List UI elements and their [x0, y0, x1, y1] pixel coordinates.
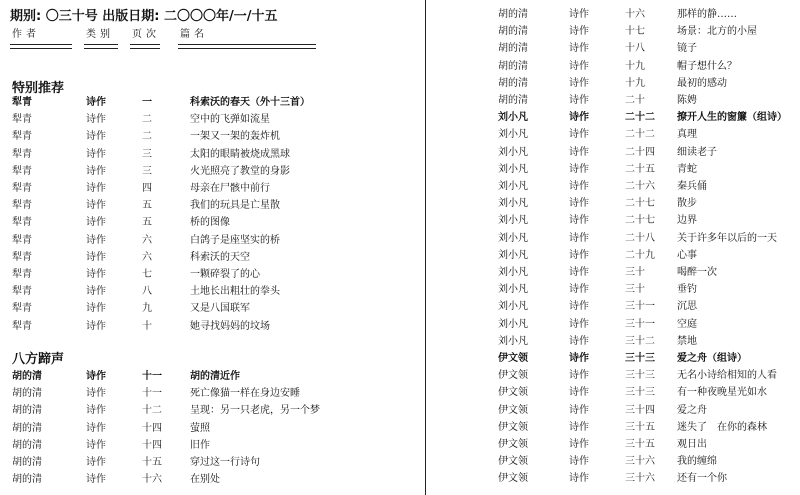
entry-author: 刘小凡 — [498, 249, 528, 261]
header-rule-title — [178, 44, 316, 49]
entry-title: 最初的感动 — [677, 77, 727, 89]
toc-entry-row — [432, 384, 800, 401]
entry-category: 诗作 — [569, 301, 589, 313]
entry-author: 犁青 — [12, 320, 32, 332]
entry-title: 死亡像猫一样在身边安睡 — [190, 388, 300, 400]
entry-category: 诗作 — [86, 474, 106, 486]
entry-page: 八 — [142, 286, 152, 298]
entry-category: 诗作 — [569, 163, 589, 175]
entry-category: 诗作 — [569, 370, 589, 382]
toc-entry-row — [0, 128, 420, 145]
entry-title: 喝醉一次 — [677, 267, 717, 278]
toc-entry-row — [0, 111, 420, 128]
entry-title: 科索沃的天空 — [190, 251, 250, 263]
entry-category: 诗作 — [569, 60, 589, 72]
entry-author: 刘小凡 — [498, 181, 528, 192]
entry-page: 三十三 — [625, 353, 655, 364]
entry-category: 诗作 — [86, 234, 106, 246]
entry-category: 诗作 — [86, 114, 106, 126]
entry-author: 犁青 — [12, 200, 32, 212]
entry-author: 刘小凡 — [498, 232, 528, 244]
entry-title: 关于许多年以后的一天 — [677, 232, 777, 244]
entry-category: 诗作 — [86, 217, 106, 229]
entry-title: 桥的图像 — [190, 217, 230, 229]
entry-category: 诗作 — [569, 353, 589, 364]
entry-title: 我们的玩具是亡星散 — [190, 200, 280, 212]
entry-page: 三十 — [625, 267, 645, 278]
entry-page: 五 — [142, 200, 152, 212]
toc-entry-row — [0, 300, 420, 317]
toc-entry-row — [432, 40, 800, 57]
entry-page: 二十二 — [625, 129, 655, 141]
toc-entry-row — [0, 454, 420, 471]
entry-category: 诗作 — [569, 404, 589, 416]
entry-category: 诗作 — [569, 232, 589, 244]
entry-category: 诗作 — [569, 249, 589, 261]
entry-page: 六 — [142, 234, 152, 246]
entry-page: 三 — [142, 148, 152, 160]
entry-page: 十五 — [142, 457, 162, 468]
entry-page: 三十二 — [625, 335, 655, 347]
section-title: 八方蹄声 — [12, 352, 65, 367]
entry-author: 胡的清 — [12, 474, 42, 486]
entry-page: 七 — [142, 269, 152, 280]
toc-entry-row — [432, 419, 800, 436]
entry-title: 一颗碎裂了的心 — [190, 269, 260, 280]
toc-entry-row — [0, 163, 420, 180]
entry-author: 刘小凡 — [498, 163, 528, 175]
entry-category: 诗作 — [569, 95, 589, 106]
entry-page: 十八 — [625, 43, 645, 55]
entry-title: 一架又一架的轰炸机 — [190, 131, 280, 143]
entry-author: 胡的清 — [12, 422, 42, 434]
entry-category: 诗作 — [569, 318, 589, 330]
header-rule-page — [130, 44, 160, 49]
entry-title: 秦兵俑 — [677, 181, 707, 192]
toc-entry-row — [432, 212, 800, 229]
entry-author: 伊文领 — [498, 421, 528, 433]
entry-category: 诗作 — [569, 112, 589, 124]
entry-title: 那样的静…… — [677, 9, 737, 20]
entry-title: 土地长出粗壮的拳头 — [190, 286, 280, 298]
entry-page: 二 — [142, 131, 152, 143]
entry-author: 胡的清 — [498, 26, 528, 38]
entry-author: 犁青 — [12, 251, 32, 263]
entry-category: 诗作 — [569, 421, 589, 433]
entry-page: 二 — [142, 114, 152, 126]
entry-page: 三 — [142, 165, 152, 177]
entry-author: 刘小凡 — [498, 129, 528, 141]
toc-entry-row — [432, 23, 800, 40]
entry-category: 诗作 — [86, 269, 106, 280]
entry-title: 禁地 — [677, 335, 697, 347]
entry-category: 诗作 — [86, 439, 106, 451]
toc-entry-row — [432, 126, 800, 143]
entry-author: 犁青 — [12, 131, 32, 143]
entry-category: 诗作 — [569, 215, 589, 227]
entry-page: 十六 — [625, 9, 645, 20]
header-title: 篇名 — [180, 29, 208, 40]
toc-entry-row — [0, 385, 420, 402]
entry-title: 青蛇 — [677, 163, 697, 175]
entry-author: 胡的清 — [498, 9, 528, 20]
entry-author: 犁青 — [12, 303, 32, 315]
section-title: 特别推荐 — [12, 81, 65, 96]
entry-author: 胡的清 — [12, 371, 42, 382]
entry-title: 撩开人生的窗簾（组诗） — [677, 112, 787, 124]
entry-title: 帽子想什么？ — [677, 60, 737, 72]
entry-category: 诗作 — [86, 97, 106, 108]
entry-title: 沉思 — [677, 301, 697, 313]
entry-author: 伊文领 — [498, 387, 528, 399]
toc-entry-row — [432, 436, 800, 453]
entry-category: 诗作 — [569, 77, 589, 89]
toc-entry-row — [432, 178, 800, 195]
toc-entry-row — [0, 420, 420, 437]
entry-author: 伊文领 — [498, 370, 528, 382]
entry-category: 诗作 — [569, 439, 589, 450]
entry-page: 五 — [142, 217, 152, 229]
toc-entry-row — [432, 402, 800, 419]
entry-author: 伊文领 — [498, 456, 528, 468]
entry-category: 诗作 — [569, 26, 589, 38]
entry-title: 白鸽子是座坚实的桥 — [190, 234, 280, 246]
toc-entry-row — [432, 230, 800, 247]
entry-author: 胡的清 — [12, 457, 42, 468]
entry-author: 胡的清 — [12, 439, 42, 451]
period-line: 期别: 〇三十号 出版日期: 二〇〇〇年/一/十五 — [10, 9, 278, 24]
toc-entry-row — [432, 350, 800, 367]
entry-author: 犁青 — [12, 286, 32, 298]
toc-entry-row — [0, 94, 420, 111]
entry-author: 胡的清 — [498, 43, 528, 55]
entry-category: 诗作 — [569, 284, 589, 296]
entry-page: 二十八 — [625, 232, 655, 244]
toc-entry-row — [432, 247, 800, 264]
toc-entry-row — [432, 109, 800, 126]
toc-entry-row — [0, 197, 420, 214]
entry-title: 爱之舟 — [677, 404, 707, 416]
toc-entry-row — [432, 281, 800, 298]
entry-category: 诗作 — [569, 387, 589, 399]
entry-author: 刘小凡 — [498, 146, 528, 158]
header-page: 页次 — [132, 29, 160, 40]
entry-page: 十九 — [625, 60, 645, 72]
entry-author: 胡的清 — [12, 405, 42, 417]
entry-title: 边界 — [677, 215, 697, 227]
header-author: 作者 — [12, 29, 40, 40]
entry-page: 二十四 — [625, 146, 655, 158]
entry-title: 呈现：另一只老虎，另一个梦 — [190, 405, 320, 417]
entry-category: 诗作 — [86, 251, 106, 263]
entry-category: 诗作 — [569, 198, 589, 210]
entry-title: 在别处 — [190, 474, 220, 486]
toc-entry-row — [0, 437, 420, 454]
toc-entry-row — [0, 249, 420, 266]
entry-category: 诗作 — [569, 267, 589, 278]
entry-page: 二十二 — [625, 112, 655, 124]
entry-author: 刘小凡 — [498, 112, 528, 124]
entry-title: 迷失了 在你的森林 — [677, 421, 767, 433]
entry-page: 二十 — [625, 95, 645, 106]
entry-title: 太阳的眼睛被烧成黑球 — [190, 148, 290, 160]
entry-title: 散步 — [677, 198, 697, 210]
entry-title: 爱之舟（组诗） — [677, 353, 747, 364]
entry-author: 刘小凡 — [498, 267, 528, 278]
toc-entry-row — [0, 146, 420, 163]
entry-category: 诗作 — [86, 405, 106, 417]
toc-entry-row — [432, 453, 800, 470]
entry-title: 空中的飞弹如流星 — [190, 114, 270, 126]
entry-page: 二十七 — [625, 198, 655, 210]
entry-page: 二十五 — [625, 163, 655, 175]
toc-entry-row — [432, 144, 800, 161]
entry-title: 场景：北方的小屋 — [677, 26, 757, 38]
entry-page: 三十六 — [625, 473, 655, 485]
toc-entry-row — [0, 318, 420, 335]
entry-author: 犁青 — [12, 183, 32, 194]
entry-page: 三十六 — [625, 456, 655, 468]
entry-title: 我的缠绵 — [677, 456, 717, 468]
entry-author: 犁青 — [12, 269, 32, 280]
entry-author: 伊文领 — [498, 473, 528, 485]
entry-page: 十四 — [142, 439, 162, 451]
toc-entry-row — [432, 367, 800, 384]
entry-category: 诗作 — [86, 165, 106, 177]
entry-author: 胡的清 — [498, 60, 528, 72]
toc-entry-row — [432, 470, 800, 487]
entry-page: 二十九 — [625, 249, 655, 261]
entry-category: 诗作 — [86, 183, 106, 194]
entry-title: 穿过这一行诗句 — [190, 457, 260, 468]
entry-category: 诗作 — [569, 43, 589, 55]
entry-page: 十一 — [142, 371, 162, 382]
entry-page: 十 — [142, 320, 152, 332]
toc-entry-row — [432, 316, 800, 333]
toc-entry-row — [432, 6, 800, 23]
entry-author: 犁青 — [12, 114, 32, 126]
entry-title: 母亲在尸骸中前行 — [190, 183, 270, 194]
entry-author: 犁青 — [12, 234, 32, 246]
entry-title: 有一种夜晚星光如水 — [677, 387, 767, 399]
entry-author: 刘小凡 — [498, 318, 528, 330]
entry-author: 刘小凡 — [498, 335, 528, 347]
entry-title: 火光照亮了教堂的身影 — [190, 165, 290, 177]
entry-category: 诗作 — [86, 320, 106, 332]
entry-category: 诗作 — [569, 456, 589, 468]
entry-title: 又是八国联军 — [190, 303, 250, 315]
entry-page: 三十三 — [625, 370, 655, 382]
entry-page: 三十 — [625, 284, 645, 296]
entry-title: 她寻找妈妈的坟场 — [190, 320, 270, 332]
entry-title: 萤照 — [190, 422, 210, 434]
entry-page: 三十一 — [625, 318, 655, 330]
entry-author: 伊文领 — [498, 439, 528, 450]
header-rule-author — [10, 44, 72, 49]
entry-author: 犁青 — [12, 165, 32, 177]
entry-title: 胡的清近作 — [190, 371, 240, 382]
entry-author: 犁青 — [12, 217, 32, 229]
toc-entry-row — [432, 264, 800, 281]
entry-category: 诗作 — [569, 9, 589, 20]
entry-category: 诗作 — [86, 371, 106, 382]
entry-page: 十四 — [142, 422, 162, 434]
entry-page: 十九 — [625, 77, 645, 89]
entry-page: 九 — [142, 303, 152, 315]
toc-entry-row — [432, 58, 800, 75]
entry-page: 十七 — [625, 26, 645, 38]
entry-category: 诗作 — [86, 422, 106, 434]
entry-author: 伊文领 — [498, 353, 528, 364]
entry-title: 观日出 — [677, 439, 707, 450]
entry-title: 真理 — [677, 129, 697, 141]
entry-category: 诗作 — [86, 131, 106, 143]
entry-title: 旧作 — [190, 439, 210, 451]
toc-entry-row — [0, 402, 420, 419]
entry-category: 诗作 — [569, 146, 589, 158]
entry-title: 科索沃的春天（外十三首） — [190, 97, 310, 108]
entry-page: 十一 — [142, 388, 162, 400]
header-category: 类别 — [86, 29, 114, 40]
entry-author: 刘小凡 — [498, 284, 528, 296]
toc-entry-row — [0, 180, 420, 197]
entry-category: 诗作 — [569, 335, 589, 347]
toc-entry-row — [432, 75, 800, 92]
entry-page: 六 — [142, 251, 152, 263]
entry-author: 伊文领 — [498, 404, 528, 416]
entry-author: 刘小凡 — [498, 301, 528, 313]
entry-page: 三十五 — [625, 421, 655, 433]
entry-page: 三十一 — [625, 301, 655, 313]
entry-page: 二十七 — [625, 215, 655, 227]
toc-entry-row — [432, 333, 800, 350]
toc-entry-row — [0, 471, 420, 488]
entry-page: 一 — [142, 97, 152, 108]
entry-page: 二十六 — [625, 181, 655, 192]
entry-page: 四 — [142, 183, 152, 194]
entry-page: 十二 — [142, 405, 162, 417]
entry-category: 诗作 — [86, 148, 106, 160]
entry-author: 犁青 — [12, 97, 32, 108]
entry-title: 镜子 — [677, 43, 697, 55]
entry-title: 细读老子 — [677, 146, 717, 158]
entry-title: 无名小诗给相知的人看 — [677, 370, 777, 382]
entry-page: 三十三 — [625, 387, 655, 399]
toc-entry-row — [0, 232, 420, 249]
toc-entry-row — [432, 195, 800, 212]
entry-title: 心事 — [677, 249, 697, 261]
entry-author: 犁青 — [12, 148, 32, 160]
entry-category: 诗作 — [86, 388, 106, 400]
entry-category: 诗作 — [569, 129, 589, 141]
entry-author: 刘小凡 — [498, 215, 528, 227]
entry-category: 诗作 — [86, 286, 106, 298]
entry-title: 还有一个你 — [677, 473, 727, 485]
toc-entry-row — [432, 298, 800, 315]
entry-author: 刘小凡 — [498, 198, 528, 210]
toc-entry-row — [0, 368, 420, 385]
entry-page: 三十五 — [625, 439, 655, 450]
entry-author: 胡的清 — [498, 95, 528, 106]
entry-category: 诗作 — [86, 457, 106, 468]
entry-title: 陈娉 — [677, 95, 697, 106]
entry-category: 诗作 — [569, 181, 589, 192]
header-rule-category — [84, 44, 118, 49]
toc-entry-row — [432, 92, 800, 109]
entry-page: 十六 — [142, 474, 162, 486]
toc-entry-row — [0, 214, 420, 231]
entry-title: 空庭 — [677, 318, 697, 330]
entry-category: 诗作 — [569, 473, 589, 485]
toc-entry-row — [432, 161, 800, 178]
entry-author: 胡的清 — [12, 388, 42, 400]
entry-page: 三十四 — [625, 404, 655, 416]
column-divider — [425, 0, 426, 495]
entry-title: 垂钓 — [677, 284, 697, 296]
entry-category: 诗作 — [86, 200, 106, 212]
entry-category: 诗作 — [86, 303, 106, 315]
toc-entry-row — [0, 283, 420, 300]
entry-author: 胡的清 — [498, 77, 528, 89]
toc-entry-row — [0, 266, 420, 283]
